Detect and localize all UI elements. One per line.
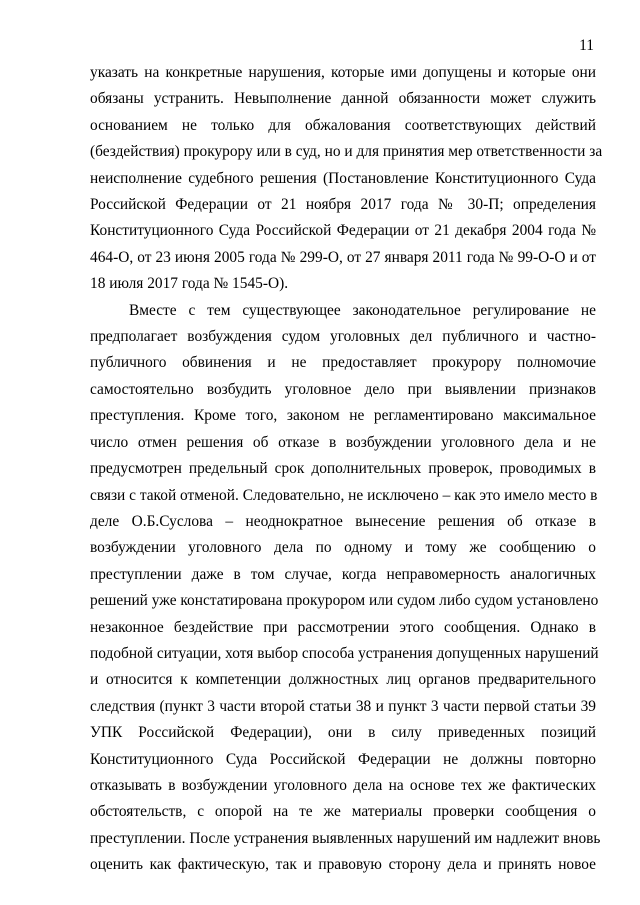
text-line: УПК Российской Федерации), они в силу приведенных позиций [90,724,596,742]
text-line: Вместе с тем существующее законодательное регулирование не [129,301,596,319]
text-line: предполагает возбуждения судом уголовных дел публичного и частно- [90,328,596,346]
text-line: отказывать в возбуждении уголовного дела на основе тех же фактических [90,776,596,794]
text-line: преступления. Кроме того, законом не регламентировано максимальное [90,407,596,425]
text-line: указать на конкретные нарушения, которые ими допущены и которые они [90,64,596,81]
text-line: основанием не только для обжалования соответствующих действий [90,116,596,134]
text-line: 18 июля 2017 года № 1545-О). [90,275,289,293]
text-line: Российской Федерации от 21 ноября 2017 года № 30-П; определения [90,196,596,214]
text-line: публичного обвинения и не предоставляет прокурору полномочие [90,354,596,372]
text-line: обстоятельств, с опорой на те же материалы проверки сообщения о [90,803,596,821]
page-number: 11 [579,37,594,54]
text-line: деле О.Б.Суслова – неоднократное вынесение решения об отказе в [90,512,596,530]
paragraph [90,298,601,879]
text-line: возбуждении уголовного дела по одному и тому же сообщению о [90,539,596,557]
text-line: связи с такой отменой. Следовательно, не исключено – как это имело место в [90,486,598,504]
text-line: преступлении. После устранения выявленных нарушений им надлежит вновь [90,829,601,847]
text-line: предусмотрен предельный срок дополнительных проверок, проводимых в [90,460,596,478]
text-line: (бездействия) прокурору или в суд, но и для принятия мер ответственности за [90,143,603,161]
text-line: оценить как фактическую, так и правовую сторону дела и принять новое [90,856,596,874]
text-line: преступлении даже в том случае, когда неправомерность аналогичных [90,565,596,583]
text-line: следствия (пункт 3 части второй статьи 38 и пункт 3 части первой статьи 39 [90,697,596,715]
text-line: незаконное бездействие при рассмотрении этого сообщения. Однако в [90,618,596,636]
text-line: самостоятельно возбудить уголовное дело при выявлении признаков [90,380,596,398]
document-body [90,60,603,879]
text-line: 464-О, от 23 июня 2005 года № 299-О, от 27 января 2011 года № 99-О-О и от [90,248,596,266]
text-line: подобной ситуации, хотя выбор способа устранения допущенных нарушений [90,644,599,662]
text-line: Конституционного Суда Российской Федерации от 21 декабря 2004 года № [90,222,596,240]
text-line: решений уже констатирована прокурором или судом либо судом установлено [90,592,599,610]
text-line: обязаны устранить. Невыполнение данной обязанности может служить [90,90,596,108]
text-line: неисполнение судебного решения (Постановление Конституционного Суда [90,169,596,187]
text-line: Конституционного Суда Российской Федерации не должны повторно [90,750,596,768]
text-line: число отмен решения об отказе в возбуждении уголовного дела и не [90,433,596,451]
text-line: и относится к компетенции должностных лиц органов предварительного [90,671,596,689]
paragraph [90,60,603,298]
